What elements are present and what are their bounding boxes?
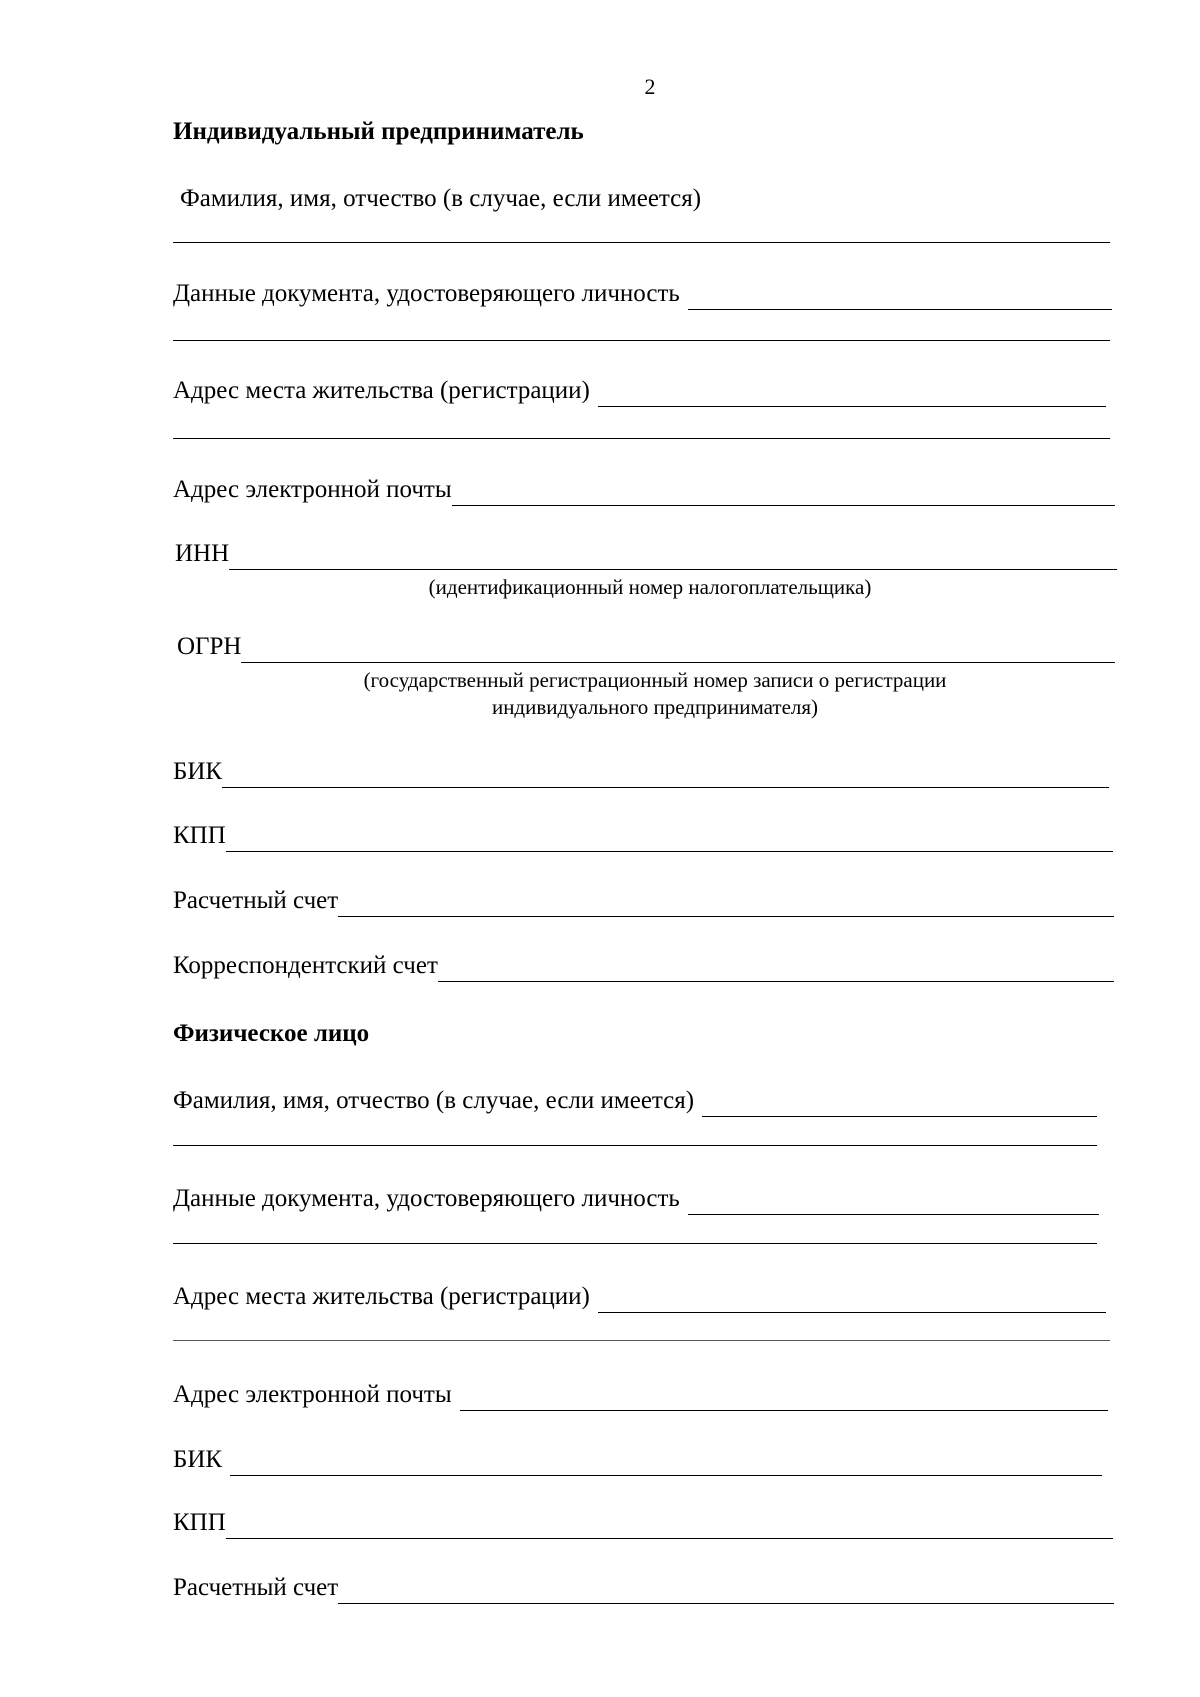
ip-address-label: Адрес места жительства (регистрации) — [173, 377, 590, 404]
person-bik-label: БИК — [173, 1446, 223, 1473]
person-address-field-continued[interactable] — [173, 1340, 1110, 1341]
ip-id-doc-field-continued[interactable] — [173, 340, 1110, 341]
ip-ogrn-label: ОГРН — [177, 633, 242, 660]
person-fio-field-continued[interactable] — [173, 1145, 1097, 1146]
person-bik-field[interactable] — [230, 1443, 1102, 1476]
person-kpp-label: КПП — [173, 1509, 226, 1536]
person-email-row — [173, 1379, 1108, 1411]
ip-corr-account-label: Корреспондентский счет — [173, 952, 438, 979]
ip-address-field-continued[interactable] — [173, 438, 1110, 439]
ip-email-row — [173, 474, 1115, 506]
person-kpp-row — [173, 1507, 1113, 1539]
person-id-doc-label: Данные документа, удостоверяющего личность — [173, 1185, 680, 1212]
person-id-doc-field-continued[interactable] — [173, 1243, 1097, 1244]
person-fio-field[interactable] — [702, 1084, 1097, 1117]
ip-account-label: Расчетный счет — [173, 887, 339, 914]
ip-kpp-label: КПП — [173, 822, 226, 849]
ip-id-doc-field[interactable] — [688, 277, 1112, 310]
ip-account-row — [173, 885, 1114, 917]
ip-corr-account-field[interactable] — [438, 949, 1114, 982]
ip-kpp-field[interactable] — [226, 819, 1113, 852]
ip-id-doc-label: Данные документа, удостоверяющего личность — [173, 280, 680, 307]
person-kpp-field[interactable] — [226, 1506, 1113, 1539]
ip-bik-label: БИК — [173, 758, 223, 785]
ip-id-doc-row — [173, 278, 1112, 310]
ip-inn-caption: (идентификационный номер налогоплательщика) — [428, 575, 872, 599]
ip-ogrn-field[interactable] — [241, 630, 1115, 663]
ip-inn-label: ИНН — [175, 540, 230, 567]
person-account-row — [173, 1572, 1114, 1604]
person-address-row — [173, 1281, 1106, 1313]
person-address-field[interactable] — [598, 1280, 1106, 1313]
ip-fio-label: Фамилия, имя, отчество (в случае, если имеется) — [180, 185, 702, 212]
person-id-doc-field[interactable] — [688, 1182, 1099, 1215]
section-title-person: Физическое лицо — [173, 1020, 370, 1047]
ip-fio-field[interactable] — [173, 242, 1110, 243]
person-fio-label: Фамилия, имя, отчество (в случае, если имеется) — [173, 1087, 695, 1114]
person-account-field[interactable] — [338, 1571, 1114, 1604]
ip-kpp-row — [173, 820, 1113, 852]
section-title-ip: Индивидуальный предприниматель — [173, 118, 584, 145]
ip-email-label: Адрес электронной почты — [173, 476, 452, 503]
ip-address-field[interactable] — [598, 374, 1106, 407]
ip-inn-field[interactable] — [229, 537, 1117, 570]
ip-ogrn-row — [177, 631, 1115, 663]
ip-inn-row — [175, 538, 1117, 570]
ip-ogrn-caption: (государственный регистрационный номер записи о регистрации индивидуального предпринимателя) — [363, 668, 947, 719]
person-id-doc-row — [173, 1183, 1099, 1215]
person-fio-row — [173, 1085, 1097, 1117]
person-email-label: Адрес электронной почты — [173, 1381, 452, 1408]
person-bik-row — [173, 1444, 1102, 1476]
person-email-field[interactable] — [460, 1378, 1108, 1411]
ip-bik-field[interactable] — [222, 755, 1109, 788]
person-account-label: Расчетный счет — [173, 1574, 339, 1601]
ip-email-field[interactable] — [452, 473, 1115, 506]
ip-bik-row — [173, 756, 1109, 788]
ip-corr-account-row — [173, 950, 1114, 982]
person-address-label: Адрес места жительства (регистрации) — [173, 1283, 590, 1310]
ip-account-field[interactable] — [338, 884, 1114, 917]
ip-address-row — [173, 375, 1106, 407]
page-number: 2 — [644, 74, 656, 99]
